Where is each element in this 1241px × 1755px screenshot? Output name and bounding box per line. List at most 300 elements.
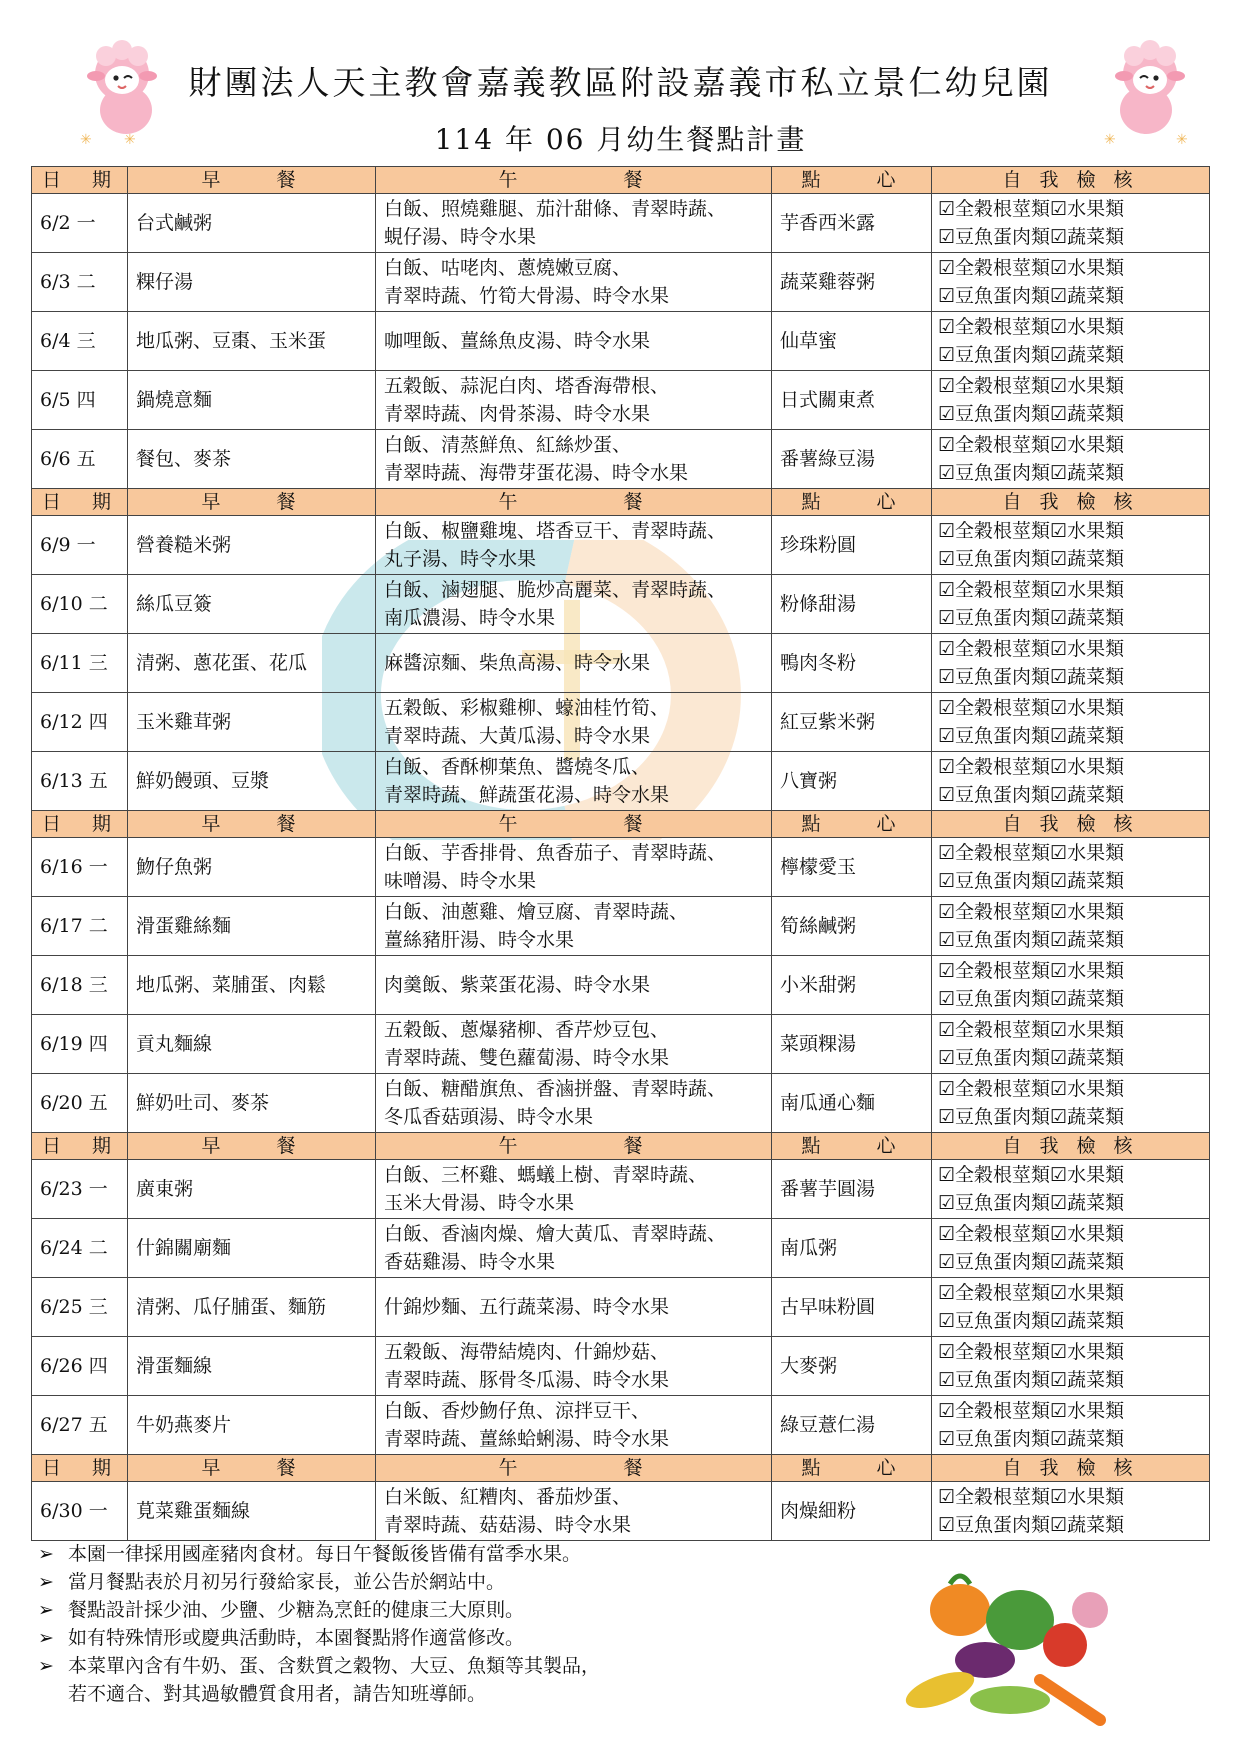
breakfast-cell — [128, 634, 376, 693]
breakfast-cell — [128, 956, 376, 1015]
check-line-protein-veg: ☑豆魚蛋肉類☑蔬菜類 — [938, 1514, 1125, 1536]
check-line-protein-veg: ☑豆魚蛋肉類☑蔬菜類 — [938, 1047, 1125, 1069]
snack-text: 大麥粥 — [780, 1355, 838, 1377]
lunch-cell — [376, 1015, 772, 1074]
lunch-cell — [376, 956, 772, 1015]
date-cell — [32, 1015, 128, 1074]
check-line-protein-veg: ☑豆魚蛋肉類☑蔬菜類 — [938, 725, 1125, 747]
check-line-grains-fruit: ☑全穀根莖類☑水果類 — [938, 901, 1125, 923]
table-row — [32, 752, 1210, 811]
lunch-line: 青翠時蔬、菇菇湯、時令水果 — [384, 1514, 632, 1536]
lunch-cell — [376, 1337, 772, 1396]
snack-cell — [772, 194, 932, 253]
snack-text: 鴨肉冬粉 — [780, 652, 857, 674]
breakfast-cell — [128, 1278, 376, 1337]
table-row — [32, 1278, 1210, 1337]
note-item: ➢ 本菜單內含有牛奶、蛋、含麩質之穀物、大豆、魚類等其製品， — [38, 1652, 600, 1680]
check-line-protein-veg: ☑豆魚蛋肉類☑蔬菜類 — [938, 1106, 1125, 1128]
header-lunch: 午 餐 — [376, 811, 772, 838]
breakfast-text: 營養糙米粥 — [136, 534, 232, 556]
breakfast-text: 台式鹹粥 — [136, 212, 213, 234]
check-line-grains-fruit: ☑全穀根莖類☑水果類 — [938, 198, 1125, 220]
lunch-line: 麻醬涼麵、柴魚高湯、時令水果 — [384, 652, 651, 674]
date-cell — [32, 371, 128, 430]
lunch-cell — [376, 1219, 772, 1278]
self-check-cell — [932, 752, 1210, 811]
self-check-cell — [932, 1337, 1210, 1396]
lunch-line: 冬瓜香菇頭湯、時令水果 — [384, 1106, 594, 1128]
header-lunch: 午 餐 — [376, 489, 772, 516]
check-line-grains-fruit: ☑全穀根莖類☑水果類 — [938, 257, 1125, 279]
snack-cell — [772, 1396, 932, 1455]
arrow-bullet-icon: ➢ — [38, 1627, 54, 1649]
check-line-protein-veg: ☑豆魚蛋肉類☑蔬菜類 — [938, 666, 1125, 688]
lunch-cell — [376, 312, 772, 371]
svg-text:✳: ✳ — [1176, 132, 1188, 148]
snack-text: 古早味粉圓 — [780, 1296, 876, 1318]
snack-text: 肉燥細粉 — [780, 1500, 857, 1522]
self-check-cell — [932, 693, 1210, 752]
header-check: 自 我 檢 核 — [932, 811, 1210, 838]
lunch-line: 青翠時蔬、雙色蘿蔔湯、時令水果 — [384, 1047, 670, 1069]
check-line-protein-veg: ☑豆魚蛋肉類☑蔬菜類 — [938, 1428, 1125, 1450]
svg-text:✳: ✳ — [1104, 132, 1116, 148]
table-row — [32, 1015, 1210, 1074]
table-row — [32, 312, 1210, 371]
table-row — [32, 194, 1210, 253]
header-date: 日 期 — [32, 811, 128, 838]
snack-text: 八寶粥 — [780, 770, 838, 792]
lunch-line: 五穀飯、蒜泥白肉、塔香海帶根、 — [384, 375, 670, 397]
date-cell — [32, 253, 128, 312]
snack-cell — [772, 1015, 932, 1074]
lunch-cell — [376, 1160, 772, 1219]
breakfast-cell — [128, 1160, 376, 1219]
self-check-cell — [932, 897, 1210, 956]
table-row — [32, 371, 1210, 430]
date-text: 6/26 四 — [40, 1355, 108, 1377]
breakfast-cell — [128, 897, 376, 956]
table-header-row — [32, 1133, 1210, 1160]
page-subtitle: 114 年 06 月幼生餐點計畫 — [434, 123, 807, 156]
table-row — [32, 634, 1210, 693]
note-item: ➢ 本園一律採用國產豬肉食材。每日午餐飯後皆備有當季水果。 — [38, 1540, 600, 1568]
arrow-bullet-icon: ➢ — [38, 1571, 54, 1593]
header-lunch: 午 餐 — [376, 167, 772, 194]
lunch-line: 白飯、糖醋旗魚、香滷拼盤、青翠時蔬、 — [384, 1078, 727, 1100]
breakfast-cell — [128, 838, 376, 897]
snack-cell — [772, 1482, 932, 1541]
breakfast-cell — [128, 430, 376, 489]
breakfast-text: 莧菜雞蛋麵線 — [136, 1500, 251, 1522]
date-cell — [32, 194, 128, 253]
check-line-grains-fruit: ☑全穀根莖類☑水果類 — [938, 434, 1125, 456]
check-line-protein-veg: ☑豆魚蛋肉類☑蔬菜類 — [938, 285, 1125, 307]
date-cell — [32, 1160, 128, 1219]
breakfast-cell — [128, 312, 376, 371]
date-cell — [32, 1278, 128, 1337]
self-check-cell — [932, 1396, 1210, 1455]
check-line-protein-veg: ☑豆魚蛋肉類☑蔬菜類 — [938, 1310, 1125, 1332]
snack-text: 筍絲鹹粥 — [780, 915, 857, 937]
breakfast-cell — [128, 194, 376, 253]
date-cell — [32, 1337, 128, 1396]
snack-cell — [772, 253, 932, 312]
check-line-protein-veg: ☑豆魚蛋肉類☑蔬菜類 — [938, 403, 1125, 425]
check-line-grains-fruit: ☑全穀根莖類☑水果類 — [938, 1078, 1125, 1100]
arrow-bullet-icon: ➢ — [38, 1655, 54, 1677]
breakfast-cell — [128, 575, 376, 634]
breakfast-text: 魩仔魚粥 — [136, 856, 213, 878]
date-text: 6/11 三 — [40, 652, 108, 674]
lunch-cell — [376, 634, 772, 693]
check-line-grains-fruit: ☑全穀根莖類☑水果類 — [938, 1400, 1125, 1422]
lunch-cell — [376, 253, 772, 312]
date-text: 6/19 四 — [40, 1033, 108, 1055]
snack-cell — [772, 897, 932, 956]
self-check-cell — [932, 194, 1210, 253]
header-snack: 點 心 — [772, 811, 932, 838]
check-line-grains-fruit: ☑全穀根莖類☑水果類 — [938, 842, 1125, 864]
table-row — [32, 1074, 1210, 1133]
date-text: 6/24 二 — [40, 1237, 108, 1259]
breakfast-text: 廣東粥 — [136, 1178, 194, 1200]
date-cell — [32, 516, 128, 575]
lunch-line: 蜆仔湯、時令水果 — [384, 226, 537, 248]
lunch-line: 青翠時蔬、海帶芽蛋花湯、時令水果 — [384, 462, 689, 484]
snack-text: 檸檬愛玉 — [780, 856, 857, 878]
header-date: 日 期 — [32, 1133, 128, 1160]
breakfast-text: 玉米雞茸粥 — [136, 711, 232, 733]
snack-text: 芋香西米露 — [780, 212, 876, 234]
lunch-line: 白飯、香炒魩仔魚、涼拌豆干、 — [384, 1400, 651, 1422]
snack-cell — [772, 838, 932, 897]
lunch-line: 青翠時蔬、豚骨冬瓜湯、時令水果 — [384, 1369, 670, 1391]
self-check-cell — [932, 634, 1210, 693]
snack-cell — [772, 1337, 932, 1396]
lunch-line: 白飯、滷翅腿、脆炒高麗菜、青翠時蔬、 — [384, 579, 727, 601]
snack-text: 南瓜粥 — [780, 1237, 838, 1259]
check-line-grains-fruit: ☑全穀根莖類☑水果類 — [938, 1486, 1125, 1508]
snack-text: 珍珠粉圓 — [780, 534, 857, 556]
check-line-protein-veg: ☑豆魚蛋肉類☑蔬菜類 — [938, 988, 1125, 1010]
lunch-line: 薑絲豬肝湯、時令水果 — [384, 929, 575, 951]
sheep-mascot-icon — [1086, 32, 1206, 150]
header-breakfast: 早 餐 — [128, 1133, 376, 1160]
vegetable-basket-icon — [890, 1550, 1130, 1750]
breakfast-text: 地瓜粥、豆棗、玉米蛋 — [136, 330, 327, 352]
snack-text: 番薯綠豆湯 — [780, 448, 876, 470]
snack-cell — [772, 1160, 932, 1219]
check-line-protein-veg: ☑豆魚蛋肉類☑蔬菜類 — [938, 607, 1125, 629]
check-line-grains-fruit: ☑全穀根莖類☑水果類 — [938, 1341, 1125, 1363]
breakfast-text: 餐包、麥茶 — [136, 448, 232, 470]
check-line-grains-fruit: ☑全穀根莖類☑水果類 — [938, 697, 1125, 719]
date-cell — [32, 634, 128, 693]
meal-plan-table — [31, 166, 1210, 1541]
lunch-line: 什錦炒麵、五行蔬菜湯、時令水果 — [384, 1296, 670, 1318]
snack-text: 番薯芋圓湯 — [780, 1178, 876, 1200]
lunch-line: 白飯、三杯雞、螞蟻上樹、青翠時蔬、 — [384, 1164, 708, 1186]
self-check-cell — [932, 516, 1210, 575]
date-cell — [32, 752, 128, 811]
table-row — [32, 516, 1210, 575]
snack-cell — [772, 752, 932, 811]
lunch-line: 白飯、油蔥雞、燴豆腐、青翠時蔬、 — [384, 901, 689, 923]
breakfast-text: 清粥、蔥花蛋、花瓜 — [136, 652, 308, 674]
snack-text: 仙草蜜 — [780, 330, 838, 352]
date-text: 6/25 三 — [40, 1296, 108, 1318]
snack-cell — [772, 956, 932, 1015]
header-breakfast: 早 餐 — [128, 489, 376, 516]
lunch-line: 白米飯、紅糟肉、番茄炒蛋、 — [384, 1486, 632, 1508]
table-row — [32, 1396, 1210, 1455]
table-header-row — [32, 811, 1210, 838]
breakfast-cell — [128, 1337, 376, 1396]
snack-cell — [772, 312, 932, 371]
breakfast-text: 牛奶燕麥片 — [136, 1414, 232, 1436]
breakfast-cell — [128, 1396, 376, 1455]
breakfast-text: 絲瓜豆簽 — [136, 593, 213, 615]
lunch-line: 青翠時蔬、竹筍大骨湯、時令水果 — [384, 285, 670, 307]
header-snack: 點 心 — [772, 1455, 932, 1482]
date-text: 6/18 三 — [40, 974, 108, 996]
check-line-protein-veg: ☑豆魚蛋肉類☑蔬菜類 — [938, 1192, 1125, 1214]
header-date: 日 期 — [32, 1455, 128, 1482]
snack-cell — [772, 1219, 932, 1278]
lunch-cell — [376, 430, 772, 489]
lunch-cell — [376, 516, 772, 575]
header-breakfast: 早 餐 — [128, 1455, 376, 1482]
self-check-cell — [932, 371, 1210, 430]
lunch-cell — [376, 371, 772, 430]
lunch-line: 青翠時蔬、大黃瓜湯、時令水果 — [384, 725, 651, 747]
date-text: 6/17 二 — [40, 915, 108, 937]
lunch-line: 肉羹飯、紫菜蛋花湯、時令水果 — [384, 974, 651, 996]
lunch-line: 白飯、咕咾肉、蔥燒嫩豆腐、 — [384, 257, 632, 279]
snack-text: 粉條甜湯 — [780, 593, 857, 615]
table-row — [32, 430, 1210, 489]
breakfast-text: 鍋燒意麵 — [136, 389, 213, 411]
date-text: 6/2 一 — [40, 212, 96, 234]
date-cell — [32, 897, 128, 956]
self-check-cell — [932, 1015, 1210, 1074]
snack-cell — [772, 430, 932, 489]
lunch-line: 白飯、照燒雞腿、茄汁甜條、青翠時蔬、 — [384, 198, 727, 220]
check-line-protein-veg: ☑豆魚蛋肉類☑蔬菜類 — [938, 929, 1125, 951]
breakfast-cell — [128, 253, 376, 312]
header-lunch: 午 餐 — [376, 1455, 772, 1482]
table-header-row — [32, 167, 1210, 194]
header-date: 日 期 — [32, 167, 128, 194]
check-line-grains-fruit: ☑全穀根莖類☑水果類 — [938, 1019, 1125, 1041]
breakfast-text: 滑蛋麵線 — [136, 1355, 213, 1377]
table-row — [32, 693, 1210, 752]
header-check: 自 我 檢 核 — [932, 167, 1210, 194]
lunch-cell — [376, 897, 772, 956]
lunch-line: 白飯、椒鹽雞塊、塔香豆干、青翠時蔬、 — [384, 520, 727, 542]
date-text: 6/10 二 — [40, 593, 108, 615]
self-check-cell — [932, 430, 1210, 489]
check-line-protein-veg: ☑豆魚蛋肉類☑蔬菜類 — [938, 784, 1125, 806]
self-check-cell — [932, 312, 1210, 371]
date-text: 6/20 五 — [40, 1092, 108, 1114]
table-row — [32, 1337, 1210, 1396]
check-line-protein-veg: ☑豆魚蛋肉類☑蔬菜類 — [938, 870, 1125, 892]
table-row — [32, 575, 1210, 634]
check-line-protein-veg: ☑豆魚蛋肉類☑蔬菜類 — [938, 344, 1125, 366]
header-check: 自 我 檢 核 — [932, 1455, 1210, 1482]
check-line-grains-fruit: ☑全穀根莖類☑水果類 — [938, 520, 1125, 542]
check-line-grains-fruit: ☑全穀根莖類☑水果類 — [938, 375, 1125, 397]
snack-cell — [772, 371, 932, 430]
lunch-line: 五穀飯、彩椒雞柳、蠔油桂竹筍、 — [384, 697, 670, 719]
date-text: 6/30 一 — [40, 1500, 108, 1522]
date-cell — [32, 838, 128, 897]
check-line-grains-fruit: ☑全穀根莖類☑水果類 — [938, 1164, 1125, 1186]
date-text: 6/4 三 — [40, 330, 96, 352]
table-header-row — [32, 1455, 1210, 1482]
table-row — [32, 1219, 1210, 1278]
snack-text: 綠豆薏仁湯 — [780, 1414, 876, 1436]
breakfast-text: 地瓜粥、菜脯蛋、肉鬆 — [136, 974, 327, 996]
date-text: 6/3 二 — [40, 271, 96, 293]
lunch-line: 青翠時蔬、鮮蔬蛋花湯、時令水果 — [384, 784, 670, 806]
snack-cell — [772, 1074, 932, 1133]
lunch-line: 白飯、香滷肉燥、燴大黃瓜、青翠時蔬、 — [384, 1223, 727, 1245]
self-check-cell — [932, 1160, 1210, 1219]
check-line-grains-fruit: ☑全穀根莖類☑水果類 — [938, 960, 1125, 982]
date-cell — [32, 1074, 128, 1133]
lunch-cell — [376, 1074, 772, 1133]
self-check-cell — [932, 838, 1210, 897]
lunch-cell — [376, 194, 772, 253]
date-text: 6/27 五 — [40, 1414, 108, 1436]
lunch-line: 南瓜濃湯、時令水果 — [384, 607, 556, 629]
header-breakfast: 早 餐 — [128, 811, 376, 838]
check-line-protein-veg: ☑豆魚蛋肉類☑蔬菜類 — [938, 226, 1125, 248]
snack-text: 菜頭粿湯 — [780, 1033, 857, 1055]
arrow-bullet-icon: ➢ — [38, 1599, 54, 1621]
date-cell — [32, 1219, 128, 1278]
check-line-grains-fruit: ☑全穀根莖類☑水果類 — [938, 316, 1125, 338]
date-cell — [32, 312, 128, 371]
arrow-bullet-icon: ➢ — [38, 1543, 54, 1565]
check-line-grains-fruit: ☑全穀根莖類☑水果類 — [938, 1223, 1125, 1245]
lunch-line: 青翠時蔬、肉骨茶湯、時令水果 — [384, 403, 651, 425]
breakfast-text: 什錦關廟麵 — [136, 1237, 232, 1259]
check-line-protein-veg: ☑豆魚蛋肉類☑蔬菜類 — [938, 1251, 1125, 1273]
breakfast-cell — [128, 752, 376, 811]
breakfast-text: 鮮奶饅頭、豆漿 — [136, 770, 270, 792]
lunch-line: 五穀飯、海帶結燒肉、什錦炒菇、 — [384, 1341, 670, 1363]
breakfast-cell — [128, 1015, 376, 1074]
header-date: 日 期 — [32, 489, 128, 516]
note-continuation: 若不適合、對其過敏體質食用者，請告知班導師。 — [68, 1683, 487, 1705]
lunch-cell — [376, 693, 772, 752]
breakfast-text: 清粥、瓜仔脯蛋、麵筋 — [136, 1296, 327, 1318]
snack-cell — [772, 693, 932, 752]
snack-text: 紅豆紫米粥 — [780, 711, 876, 733]
svg-text:✳: ✳ — [80, 132, 92, 148]
snack-text: 日式關東煮 — [780, 389, 876, 411]
table-row — [32, 838, 1210, 897]
breakfast-text: 滑蛋雞絲麵 — [136, 915, 232, 937]
snack-text: 蔬菜雞蓉粥 — [780, 271, 876, 293]
self-check-cell — [932, 1278, 1210, 1337]
header-snack: 點 心 — [772, 1133, 932, 1160]
lunch-cell — [376, 1278, 772, 1337]
lunch-cell — [376, 752, 772, 811]
breakfast-text: 鮮奶吐司、麥茶 — [136, 1092, 270, 1114]
note-item: ➢ 當月餐點表於月初另行發給家長，並公告於網站中。 — [38, 1568, 600, 1596]
note-item: ➢ 餐點設計採少油、少鹽、少糖為烹飪的健康三大原則。 — [38, 1596, 600, 1624]
breakfast-cell — [128, 693, 376, 752]
header-check: 自 我 檢 核 — [932, 489, 1210, 516]
table-row — [32, 956, 1210, 1015]
lunch-line: 青翠時蔬、薑絲蛤蜊湯、時令水果 — [384, 1428, 670, 1450]
breakfast-cell — [128, 371, 376, 430]
date-text: 6/12 四 — [40, 711, 108, 733]
table-row — [32, 1160, 1210, 1219]
snack-cell — [772, 575, 932, 634]
date-text: 6/13 五 — [40, 770, 108, 792]
table-row — [32, 1482, 1210, 1541]
self-check-cell — [932, 1482, 1210, 1541]
lunch-line: 白飯、清蒸鮮魚、紅絲炒蛋、 — [384, 434, 632, 456]
lunch-line: 香菇雞湯、時令水果 — [384, 1251, 556, 1273]
snack-cell — [772, 516, 932, 575]
lunch-line: 五穀飯、蔥爆豬柳、香芹炒豆包、 — [384, 1019, 670, 1041]
check-line-grains-fruit: ☑全穀根莖類☑水果類 — [938, 579, 1125, 601]
date-cell — [32, 1396, 128, 1455]
self-check-cell — [932, 956, 1210, 1015]
lunch-cell — [376, 1482, 772, 1541]
check-line-protein-veg: ☑豆魚蛋肉類☑蔬菜類 — [938, 1369, 1125, 1391]
snack-cell — [772, 634, 932, 693]
check-line-grains-fruit: ☑全穀根莖類☑水果類 — [938, 756, 1125, 778]
lunch-line: 丸子湯、時令水果 — [384, 548, 537, 570]
date-text: 6/16 一 — [40, 856, 108, 878]
check-line-protein-veg: ☑豆魚蛋肉類☑蔬菜類 — [938, 462, 1125, 484]
self-check-cell — [932, 1219, 1210, 1278]
check-line-protein-veg: ☑豆魚蛋肉類☑蔬菜類 — [938, 548, 1125, 570]
check-line-grains-fruit: ☑全穀根莖類☑水果類 — [938, 638, 1125, 660]
note-item: ➢ 如有特殊情形或慶典活動時，本園餐點將作適當修改。 — [38, 1624, 600, 1652]
self-check-cell — [932, 575, 1210, 634]
date-cell — [32, 693, 128, 752]
date-cell — [32, 956, 128, 1015]
lunch-cell — [376, 838, 772, 897]
page-title: 財團法人天主教會嘉義教區附設嘉義市私立景仁幼兒園 — [188, 63, 1053, 102]
self-check-cell — [932, 253, 1210, 312]
header-lunch: 午 餐 — [376, 1133, 772, 1160]
check-line-grains-fruit: ☑全穀根莖類☑水果類 — [938, 1282, 1125, 1304]
header-breakfast: 早 餐 — [128, 167, 376, 194]
lunch-line: 玉米大骨湯、時令水果 — [384, 1192, 575, 1214]
date-text: 6/9 一 — [40, 534, 96, 556]
svg-text:✳: ✳ — [124, 132, 136, 148]
lunch-cell — [376, 1396, 772, 1455]
date-cell — [32, 575, 128, 634]
date-cell — [32, 1482, 128, 1541]
breakfast-text: 粿仔湯 — [136, 271, 194, 293]
breakfast-text: 貢丸麵線 — [136, 1033, 213, 1055]
table-row — [32, 897, 1210, 956]
lunch-line: 白飯、芋香排骨、魚香茄子、青翠時蔬、 — [384, 842, 727, 864]
breakfast-cell — [128, 516, 376, 575]
snack-text: 南瓜通心麵 — [780, 1092, 876, 1114]
